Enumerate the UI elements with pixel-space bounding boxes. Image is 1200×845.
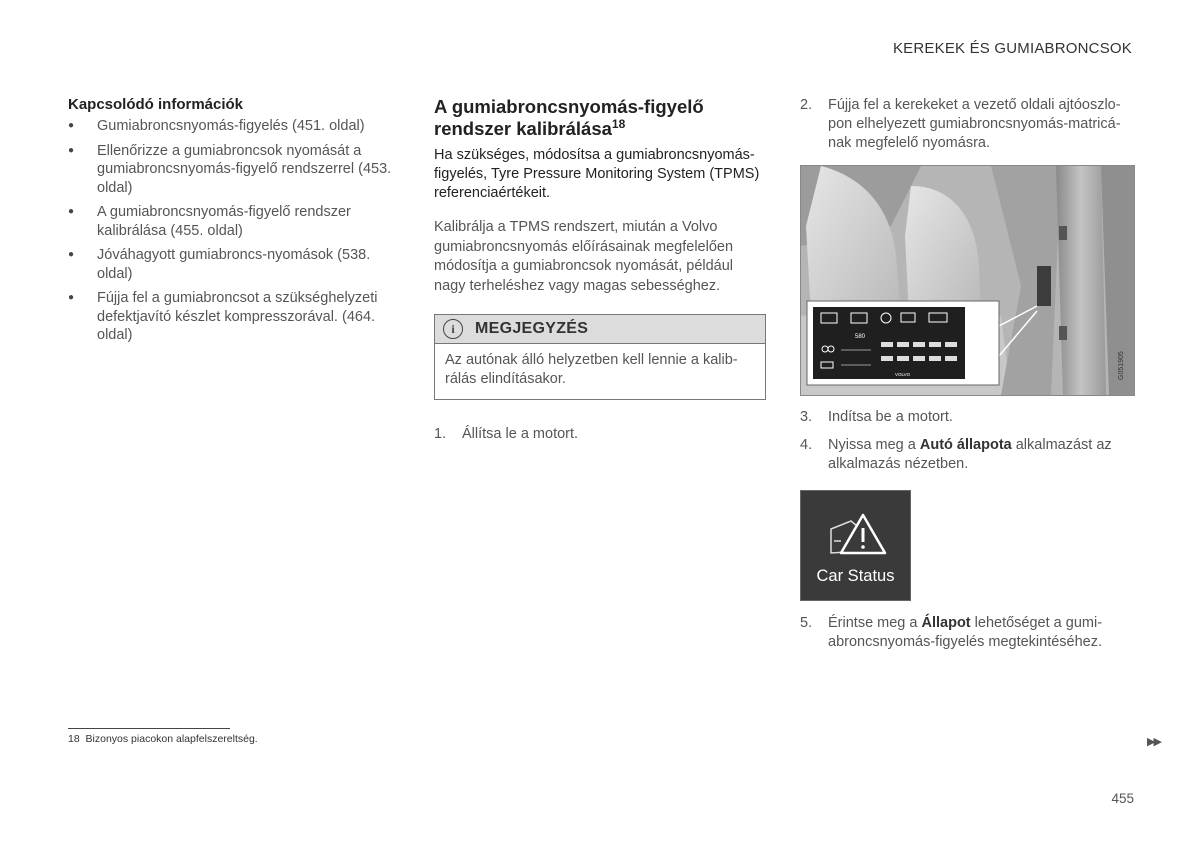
- step-text-post: alkalmazást az alkalmazás nézetben.: [828, 437, 1112, 472]
- figure-brand: VOLVO: [895, 372, 911, 377]
- step-number: 2.: [800, 97, 813, 113]
- related-info-title: Kapcsolódó információk: [68, 96, 244, 113]
- step-number: 4.: [800, 437, 813, 453]
- info-icon: i: [443, 319, 463, 339]
- steps-column: [800, 96, 1134, 652]
- step-text: Állítsa le a motort.: [462, 426, 579, 442]
- section-paragraph: Kalibrálja a TPMS rendszert, miután a Volvo gumiabroncsnyomás előírásainak megfelelően módosítja a gumiabroncsok nyomását, például nagy terheléshez vagy magas sebességhez.: [434, 219, 734, 294]
- figure-value: 580: [855, 334, 866, 340]
- footnote-number: 18: [68, 733, 80, 745]
- step-number: 3.: [800, 409, 813, 425]
- related-list: [68, 117, 398, 345]
- door-pillar-figure: [800, 165, 1135, 396]
- step-1: [434, 425, 766, 444]
- related-link-1[interactable]: ● Gumiabroncsnyomás-figyelés (451. oldal): [68, 117, 398, 136]
- note-title: MEGJEGYZÉS: [475, 320, 589, 337]
- option-allapot: Állapot: [921, 615, 971, 631]
- note-body: Az autónak álló helyzetben kell lennie a kalibrálás elindításakor.: [445, 352, 738, 387]
- step-text-pre: Nyissa meg a: [828, 437, 920, 453]
- car-status-label: Car Status: [816, 567, 895, 585]
- step-5: [800, 614, 1134, 652]
- footnote-divider: [68, 728, 230, 729]
- section-title-text: A gumiabroncsnyomás-figyelő rendszer kalibrálása: [434, 96, 704, 139]
- calibration-section: [434, 96, 766, 444]
- related-info: [68, 96, 398, 351]
- related-link-4[interactable]: ● Jóváhagyott gumiabroncs-nyomások (538. oldal): [68, 246, 398, 283]
- footnote-ref[interactable]: 18: [611, 116, 626, 131]
- step-text-post: lehetőséget a gumiabroncsnyomás-figyelés megtekintéséhez.: [828, 615, 1103, 650]
- app-name-autó-allapota: Autó állapota: [919, 437, 1012, 453]
- section-lead: Ha szükséges, módosítsa a gumiabroncsnyomás-figyelés, Tyre Pressure Monitoring System (TPMS) referenciaértékeit.: [434, 147, 760, 201]
- step-3: [800, 408, 1134, 427]
- related-link-2[interactable]: ● Ellenőrizze a gumiabroncsok nyomását a gumiabroncsnyomás-figyelő rendszerrel (453. oldal): [68, 142, 398, 198]
- section-title: [434, 96, 766, 140]
- footnote-text: Bizonyos piacokon alapfelszereltség.: [85, 733, 258, 745]
- double-arrow-right-icon: ▶▶: [1147, 736, 1160, 748]
- figure-code: G051905: [1118, 351, 1125, 380]
- car-status-app-tile[interactable]: [800, 490, 911, 601]
- related-link-5[interactable]: ● Fújja fel a gumiabroncsot a szükséghelyzeti defektjavító készlet kompresszorával. (464. oldal): [68, 289, 398, 345]
- step-number: 5.: [800, 615, 813, 631]
- note-box: [434, 314, 766, 400]
- page-number: 455: [1111, 791, 1134, 806]
- car-interior-illustration: [801, 166, 1134, 395]
- step-number: 1.: [434, 426, 447, 442]
- step-text-pre: Érintse meg a: [828, 615, 922, 631]
- step-2: [800, 96, 1134, 153]
- step-text: Fújja fel a kerekeket a vezető oldali ajtóoszlopon elhelyezett gumiabroncsnyomás-matricának megfelelő nyomásra.: [828, 97, 1121, 151]
- footnote: [68, 733, 258, 745]
- section-header: KEREKEK ÉS GUMIABRONCSOK: [892, 40, 1132, 57]
- step-4: [800, 436, 1134, 474]
- step-text: Indítsa be a motort.: [828, 409, 953, 425]
- note-header: [435, 315, 765, 344]
- related-link-3[interactable]: ● A gumiabroncsnyomás-figyelő rendszer kalibrálása (455. oldal): [68, 203, 398, 240]
